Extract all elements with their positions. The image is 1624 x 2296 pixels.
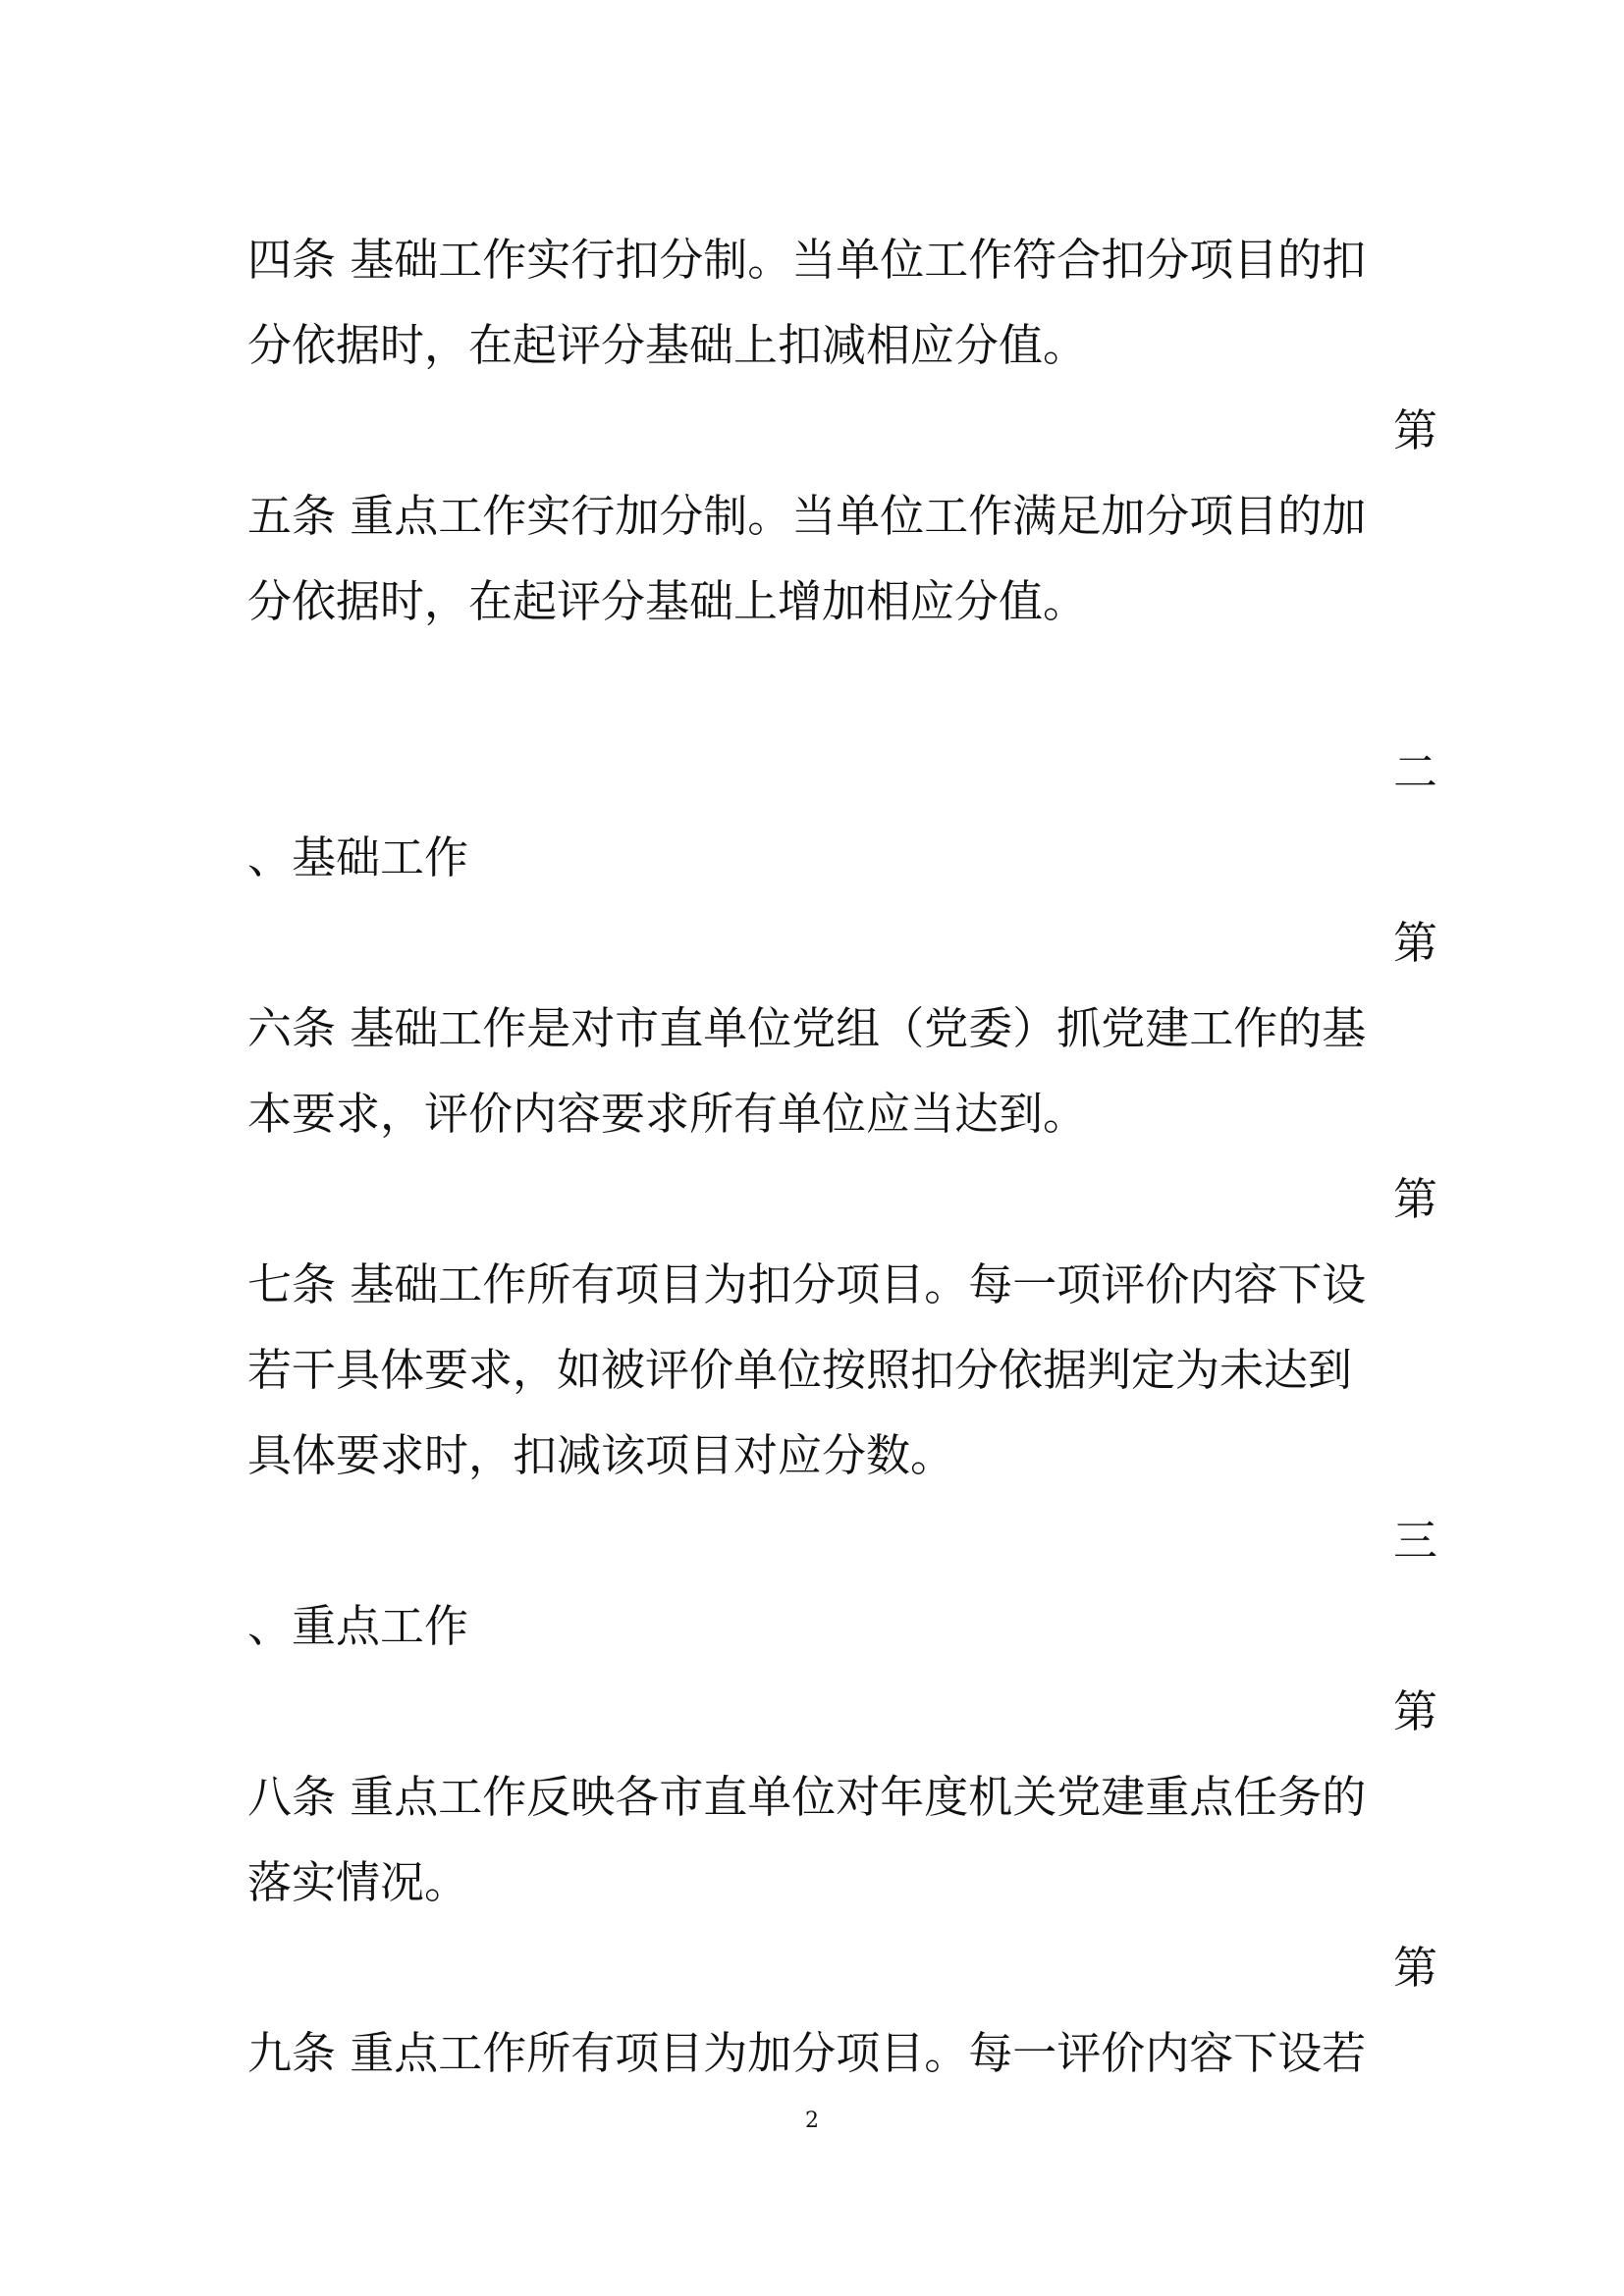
- page-number: 2: [805, 2109, 819, 2133]
- body-text-line: 七条 基础工作所有项目为扣分项目。每一项评价内容下设: [247, 1258, 1367, 1310]
- article-prefix: 第: [1392, 1685, 1437, 1737]
- body-text-line: 五条 重点工作实行加分制。当单位工作满足加分项目的加: [247, 490, 1367, 542]
- body-text-line: 四条 基础工作实行扣分制。当单位工作符合扣分项目的扣: [247, 234, 1367, 286]
- body-text-line: 九条 重点工作所有项目为加分项目。每一评价内容下设若: [247, 2027, 1367, 2079]
- section-heading: 、基础工作: [247, 831, 469, 883]
- body-text-line: 本要求，评价内容要求所有单位应当达到。: [247, 1088, 1088, 1140]
- body-text-line: 落实情况。: [247, 1856, 469, 1908]
- article-prefix: 第: [1392, 404, 1437, 456]
- body-text-line: 分依据时，在起评分基础上扣减相应分值。: [247, 319, 1088, 371]
- body-text-line: 若干具体要求，如被评价单位按照扣分依据判定为未达到: [247, 1344, 1353, 1396]
- section-number: 三: [1392, 1515, 1437, 1567]
- body-text-line: 六条 基础工作是对市直单位党组（党委）抓党建工作的基: [247, 1002, 1367, 1054]
- body-text-line: 八条 重点工作反映各市直单位对年度机关党建重点任务的: [247, 1771, 1367, 1823]
- article-prefix: 第: [1392, 1173, 1437, 1225]
- article-prefix: 第: [1392, 917, 1437, 969]
- section-number: 二: [1392, 746, 1437, 798]
- article-prefix: 第: [1392, 1942, 1437, 1994]
- body-text-line: 分依据时，在起评分基础上增加相应分值。: [247, 575, 1088, 627]
- body-text-line: 具体要求时，扣减该项目对应分数。: [247, 1429, 955, 1481]
- section-heading: 、重点工作: [247, 1600, 469, 1652]
